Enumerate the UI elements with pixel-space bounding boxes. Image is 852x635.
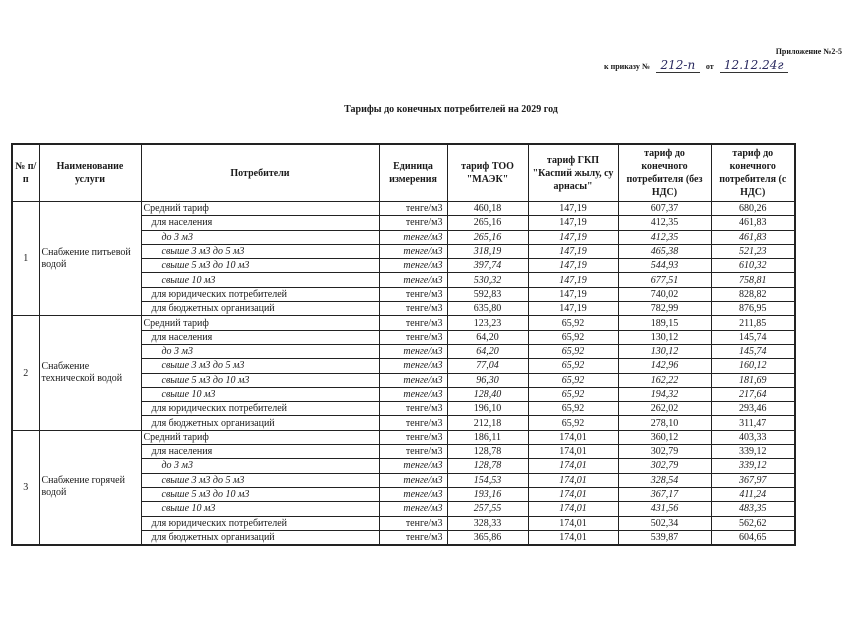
tariff-no-vat-cell: 189,15 <box>618 316 711 330</box>
consumer-cell: для юридических потребителей <box>141 516 379 530</box>
consumer-cell: для населения <box>141 445 379 459</box>
consumer-cell: свыше 5 м3 до 10 м3 <box>141 373 379 387</box>
tariff-vat-cell: 293,46 <box>711 402 795 416</box>
unit-cell: тенге/м3 <box>379 373 447 387</box>
unit-cell: тенге/м3 <box>379 473 447 487</box>
tariff-no-vat-cell: 677,51 <box>618 273 711 287</box>
gkp-tariff-cell: 65,92 <box>528 373 618 387</box>
unit-cell: тенге/м3 <box>379 502 447 516</box>
tariff-no-vat-cell: 412,35 <box>618 216 711 230</box>
tariff-no-vat-cell: 412,35 <box>618 230 711 244</box>
tariff-vat-cell: 311,47 <box>711 416 795 430</box>
gkp-tariff-cell: 147,19 <box>528 287 618 301</box>
tariff-no-vat-cell: 782,99 <box>618 302 711 316</box>
gkp-tariff-cell: 147,19 <box>528 302 618 316</box>
consumer-cell: свыше 5 м3 до 10 м3 <box>141 259 379 273</box>
gkp-tariff-cell: 65,92 <box>528 344 618 358</box>
tariff-no-vat-cell: 130,12 <box>618 330 711 344</box>
table-row <box>12 316 795 330</box>
tariff-no-vat-cell: 607,37 <box>618 202 711 216</box>
col-header-maek-tariff: тариф ТОО "МАЭК" <box>447 144 528 202</box>
gkp-tariff-cell: 174,01 <box>528 516 618 530</box>
maek-tariff-cell: 64,20 <box>447 344 528 358</box>
unit-cell: тенге/м3 <box>379 416 447 430</box>
service-name: Снабжение технической водой <box>39 316 141 430</box>
tariff-no-vat-cell: 162,22 <box>618 373 711 387</box>
consumer-cell: Средний тариф <box>141 316 379 330</box>
maek-tariff-cell: 328,33 <box>447 516 528 530</box>
maek-tariff-cell: 257,55 <box>447 502 528 516</box>
row-index: 1 <box>12 202 39 316</box>
maek-tariff-cell: 128,78 <box>447 459 528 473</box>
tariff-vat-cell: 483,35 <box>711 502 795 516</box>
unit-cell: тенге/м3 <box>379 216 447 230</box>
table-row <box>12 202 795 216</box>
order-number: 212-п <box>656 58 700 73</box>
tariff-vat-cell: 562,62 <box>711 516 795 530</box>
consumer-cell: свыше 3 м3 до 5 м3 <box>141 244 379 258</box>
gkp-tariff-cell: 174,01 <box>528 459 618 473</box>
unit-cell: тенге/м3 <box>379 516 447 530</box>
consumer-cell: свыше 3 м3 до 5 м3 <box>141 473 379 487</box>
col-header-consumers: Потребители <box>141 144 379 202</box>
tariff-no-vat-cell: 544,93 <box>618 259 711 273</box>
order-prefix: к приказу № <box>604 62 650 71</box>
gkp-tariff-cell: 174,01 <box>528 487 618 501</box>
maek-tariff-cell: 193,16 <box>447 487 528 501</box>
gkp-tariff-cell: 147,19 <box>528 259 618 273</box>
maek-tariff-cell: 96,30 <box>447 373 528 387</box>
tariff-vat-cell: 521,23 <box>711 244 795 258</box>
tariff-no-vat-cell: 740,02 <box>618 287 711 301</box>
gkp-tariff-cell: 65,92 <box>528 402 618 416</box>
tariff-no-vat-cell: 328,54 <box>618 473 711 487</box>
gkp-tariff-cell: 147,19 <box>528 244 618 258</box>
maek-tariff-cell: 365,86 <box>447 530 528 545</box>
col-header-index: № п/п <box>12 144 39 202</box>
order-reference <box>604 58 788 73</box>
gkp-tariff-cell: 65,92 <box>528 359 618 373</box>
service-name: Снабжение горячей водой <box>39 430 141 545</box>
tariff-vat-cell: 145,74 <box>711 330 795 344</box>
maek-tariff-cell: 635,80 <box>447 302 528 316</box>
tariff-vat-cell: 403,33 <box>711 430 795 444</box>
tariff-no-vat-cell: 262,02 <box>618 402 711 416</box>
col-header-unit: Единица измерения <box>379 144 447 202</box>
consumer-cell: свыше 10 м3 <box>141 387 379 401</box>
unit-cell: тенге/м3 <box>379 330 447 344</box>
gkp-tariff-cell: 65,92 <box>528 330 618 344</box>
consumer-cell: для населения <box>141 216 379 230</box>
col-header-service: Наименование услуги <box>39 144 141 202</box>
maek-tariff-cell: 186,11 <box>447 430 528 444</box>
consumer-cell: для бюджетных организаций <box>141 530 379 545</box>
gkp-tariff-cell: 147,19 <box>528 273 618 287</box>
maek-tariff-cell: 128,78 <box>447 445 528 459</box>
tariff-vat-cell: 461,83 <box>711 230 795 244</box>
tariff-no-vat-cell: 142,96 <box>618 359 711 373</box>
row-index: 2 <box>12 316 39 430</box>
unit-cell: тенге/м3 <box>379 430 447 444</box>
unit-cell: тенге/м3 <box>379 273 447 287</box>
tariff-vat-cell: 367,97 <box>711 473 795 487</box>
maek-tariff-cell: 460,18 <box>447 202 528 216</box>
consumer-cell: для населения <box>141 330 379 344</box>
tariff-table <box>11 143 796 546</box>
gkp-tariff-cell: 174,01 <box>528 502 618 516</box>
consumer-cell: свыше 10 м3 <box>141 502 379 516</box>
unit-cell: тенге/м3 <box>379 530 447 545</box>
maek-tariff-cell: 77,04 <box>447 359 528 373</box>
col-header-tariff-no-vat: тариф до конечного потребителя (без НДС) <box>618 144 711 202</box>
tariff-no-vat-cell: 367,17 <box>618 487 711 501</box>
tariff-vat-cell: 876,95 <box>711 302 795 316</box>
tariff-vat-cell: 680,26 <box>711 202 795 216</box>
tariff-vat-cell: 160,12 <box>711 359 795 373</box>
tariff-vat-cell: 461,83 <box>711 216 795 230</box>
tariff-vat-cell: 339,12 <box>711 445 795 459</box>
table-body <box>12 202 795 546</box>
unit-cell: тенге/м3 <box>379 402 447 416</box>
maek-tariff-cell: 318,19 <box>447 244 528 258</box>
tariff-no-vat-cell: 302,79 <box>618 459 711 473</box>
tariff-no-vat-cell: 431,56 <box>618 502 711 516</box>
unit-cell: тенге/м3 <box>379 359 447 373</box>
unit-cell: тенге/м3 <box>379 287 447 301</box>
gkp-tariff-cell: 65,92 <box>528 387 618 401</box>
col-header-tariff-vat: тариф до конечного потребителя (с НДС) <box>711 144 795 202</box>
unit-cell: тенге/м3 <box>379 316 447 330</box>
consumer-cell: до 3 м3 <box>141 459 379 473</box>
gkp-tariff-cell: 147,19 <box>528 202 618 216</box>
maek-tariff-cell: 592,83 <box>447 287 528 301</box>
unit-cell: тенге/м3 <box>379 445 447 459</box>
consumer-cell: для бюджетных организаций <box>141 302 379 316</box>
gkp-tariff-cell: 65,92 <box>528 416 618 430</box>
unit-cell: тенге/м3 <box>379 244 447 258</box>
gkp-tariff-cell: 174,01 <box>528 430 618 444</box>
consumer-cell: для юридических потребителей <box>141 402 379 416</box>
maek-tariff-cell: 154,53 <box>447 473 528 487</box>
tariff-no-vat-cell: 360,12 <box>618 430 711 444</box>
gkp-tariff-cell: 65,92 <box>528 316 618 330</box>
maek-tariff-cell: 265,16 <box>447 230 528 244</box>
gkp-tariff-cell: 174,01 <box>528 473 618 487</box>
tariff-no-vat-cell: 278,10 <box>618 416 711 430</box>
consumer-cell: до 3 м3 <box>141 344 379 358</box>
maek-tariff-cell: 265,16 <box>447 216 528 230</box>
document-title: Тарифы до конечных потребителей на 2029 год <box>344 104 558 115</box>
unit-cell: тенге/м3 <box>379 459 447 473</box>
tariff-no-vat-cell: 465,38 <box>618 244 711 258</box>
unit-cell: тенге/м3 <box>379 202 447 216</box>
tariff-no-vat-cell: 539,87 <box>618 530 711 545</box>
maek-tariff-cell: 530,32 <box>447 273 528 287</box>
tariff-vat-cell: 217,64 <box>711 387 795 401</box>
gkp-tariff-cell: 174,01 <box>528 530 618 545</box>
consumer-cell: свыше 3 м3 до 5 м3 <box>141 359 379 373</box>
consumer-cell: для юридических потребителей <box>141 287 379 301</box>
tariff-vat-cell: 610,32 <box>711 259 795 273</box>
tariff-vat-cell: 181,69 <box>711 373 795 387</box>
tariff-no-vat-cell: 194,32 <box>618 387 711 401</box>
maek-tariff-cell: 397,74 <box>447 259 528 273</box>
unit-cell: тенге/м3 <box>379 230 447 244</box>
tariff-vat-cell: 145,74 <box>711 344 795 358</box>
col-header-gkp-tariff: тариф ГКП "Каспий жылу, су арнасы" <box>528 144 618 202</box>
row-index: 3 <box>12 430 39 545</box>
consumer-cell: Средний тариф <box>141 202 379 216</box>
unit-cell: тенге/м3 <box>379 344 447 358</box>
tariff-vat-cell: 411,24 <box>711 487 795 501</box>
tariff-vat-cell: 758,81 <box>711 273 795 287</box>
table-row <box>12 430 795 444</box>
maek-tariff-cell: 212,18 <box>447 416 528 430</box>
tariff-vat-cell: 339,12 <box>711 459 795 473</box>
maek-tariff-cell: 123,23 <box>447 316 528 330</box>
unit-cell: тенге/м3 <box>379 387 447 401</box>
maek-tariff-cell: 64,20 <box>447 330 528 344</box>
service-name: Снабжение питьевой водой <box>39 202 141 316</box>
maek-tariff-cell: 128,40 <box>447 387 528 401</box>
consumer-cell: свыше 5 м3 до 10 м3 <box>141 487 379 501</box>
tariff-no-vat-cell: 502,34 <box>618 516 711 530</box>
maek-tariff-cell: 196,10 <box>447 402 528 416</box>
consumer-cell: Средний тариф <box>141 430 379 444</box>
order-date-prefix: от <box>705 62 714 71</box>
appendix-label: Приложение №2-5 <box>775 47 842 56</box>
tariff-vat-cell: 211,85 <box>711 316 795 330</box>
consumer-cell: до 3 м3 <box>141 230 379 244</box>
table-header-row <box>12 144 795 202</box>
gkp-tariff-cell: 174,01 <box>528 445 618 459</box>
tariff-no-vat-cell: 130,12 <box>618 344 711 358</box>
gkp-tariff-cell: 147,19 <box>528 230 618 244</box>
tariff-vat-cell: 828,82 <box>711 287 795 301</box>
unit-cell: тенге/м3 <box>379 259 447 273</box>
unit-cell: тенге/м3 <box>379 487 447 501</box>
consumer-cell: для бюджетных организаций <box>141 416 379 430</box>
consumer-cell: свыше 10 м3 <box>141 273 379 287</box>
gkp-tariff-cell: 147,19 <box>528 216 618 230</box>
order-date: 12.12.24г <box>720 58 788 73</box>
tariff-vat-cell: 604,65 <box>711 530 795 545</box>
unit-cell: тенге/м3 <box>379 302 447 316</box>
tariff-no-vat-cell: 302,79 <box>618 445 711 459</box>
